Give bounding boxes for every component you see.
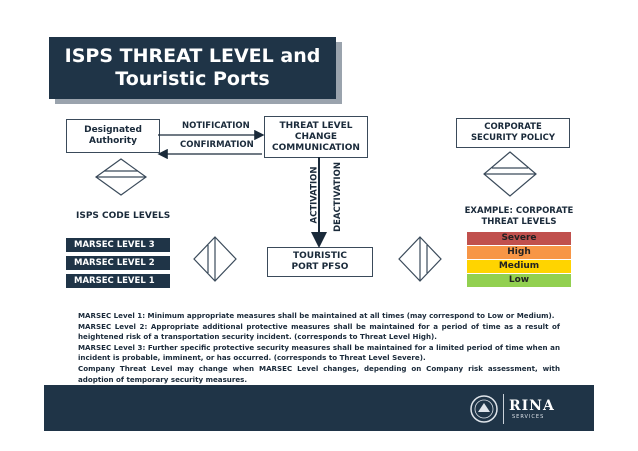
note-company: Company Threat Level may change when MARSEC Level changes, depending on Company risk assessment, with adoption of temporary security measures. [78, 363, 560, 384]
confirmation-label: CONFIRMATION [180, 140, 254, 150]
threat-level-change-label: THREAT LEVEL CHANGE COMMUNICATION [272, 120, 360, 153]
rina-logo-icon [469, 394, 499, 424]
touristic-port-box [267, 247, 373, 277]
designated-authority-label: Designated Authority [84, 125, 142, 146]
isps-code-levels-label: ISPS CODE LEVELS [76, 211, 171, 221]
logo-name: RINA [509, 398, 555, 414]
threat-level-low: Low [467, 274, 571, 287]
corporate-security-policy-label: CORPORATE SECURITY POLICY [470, 122, 556, 143]
logo-divider [503, 394, 504, 424]
threat-level-change-box [264, 116, 368, 158]
marsec-level-1: MARSEC LEVEL 1 [66, 274, 170, 288]
note-marsec-2: MARSEC Level 2: Appropriate additional protective measures shall be maintained for a period of time as a result of heightened risk of a transportation security incident. (corresponds to Threat Level High). [78, 321, 560, 342]
touristic-port-label: TOURISTIC PORT PFSO [291, 251, 349, 272]
designated-authority-box [66, 119, 160, 153]
threat-level-severe: Severe [467, 232, 571, 245]
marsec-level-2: MARSEC LEVEL 2 [66, 256, 170, 270]
title-line-2: Touristic Ports [115, 68, 270, 90]
notification-label: NOTIFICATION [182, 121, 250, 131]
marsec-level-3: MARSEC LEVEL 3 [66, 238, 170, 252]
activation-label: ACTIVATION [309, 166, 320, 224]
note-marsec-3: MARSEC Level 3: Further specific protective security measures shall be maintained for a limited period of time when an incident is probable, imminent, or has occurred. (corresponds to Threat Level Severe). [78, 342, 560, 363]
logo-sub: SERVICES [512, 414, 545, 420]
deactivation-label: DEACTIVATION [332, 162, 343, 232]
threat-level-medium: Medium [467, 260, 571, 273]
corporate-security-policy-box [456, 118, 570, 148]
title-line-1: ISPS THREAT LEVEL and [64, 45, 321, 67]
notes-block [78, 311, 560, 385]
example-corporate-text: EXAMPLE: CORPORATE THREAT LEVELS [464, 206, 574, 227]
example-corporate-label [455, 206, 583, 228]
note-marsec-1: MARSEC Level 1: Minimum appropriate measures shall be maintained at all times (may correspond to Low or Medium). [78, 311, 555, 320]
threat-level-high: High [467, 246, 571, 259]
page-title [49, 37, 336, 99]
